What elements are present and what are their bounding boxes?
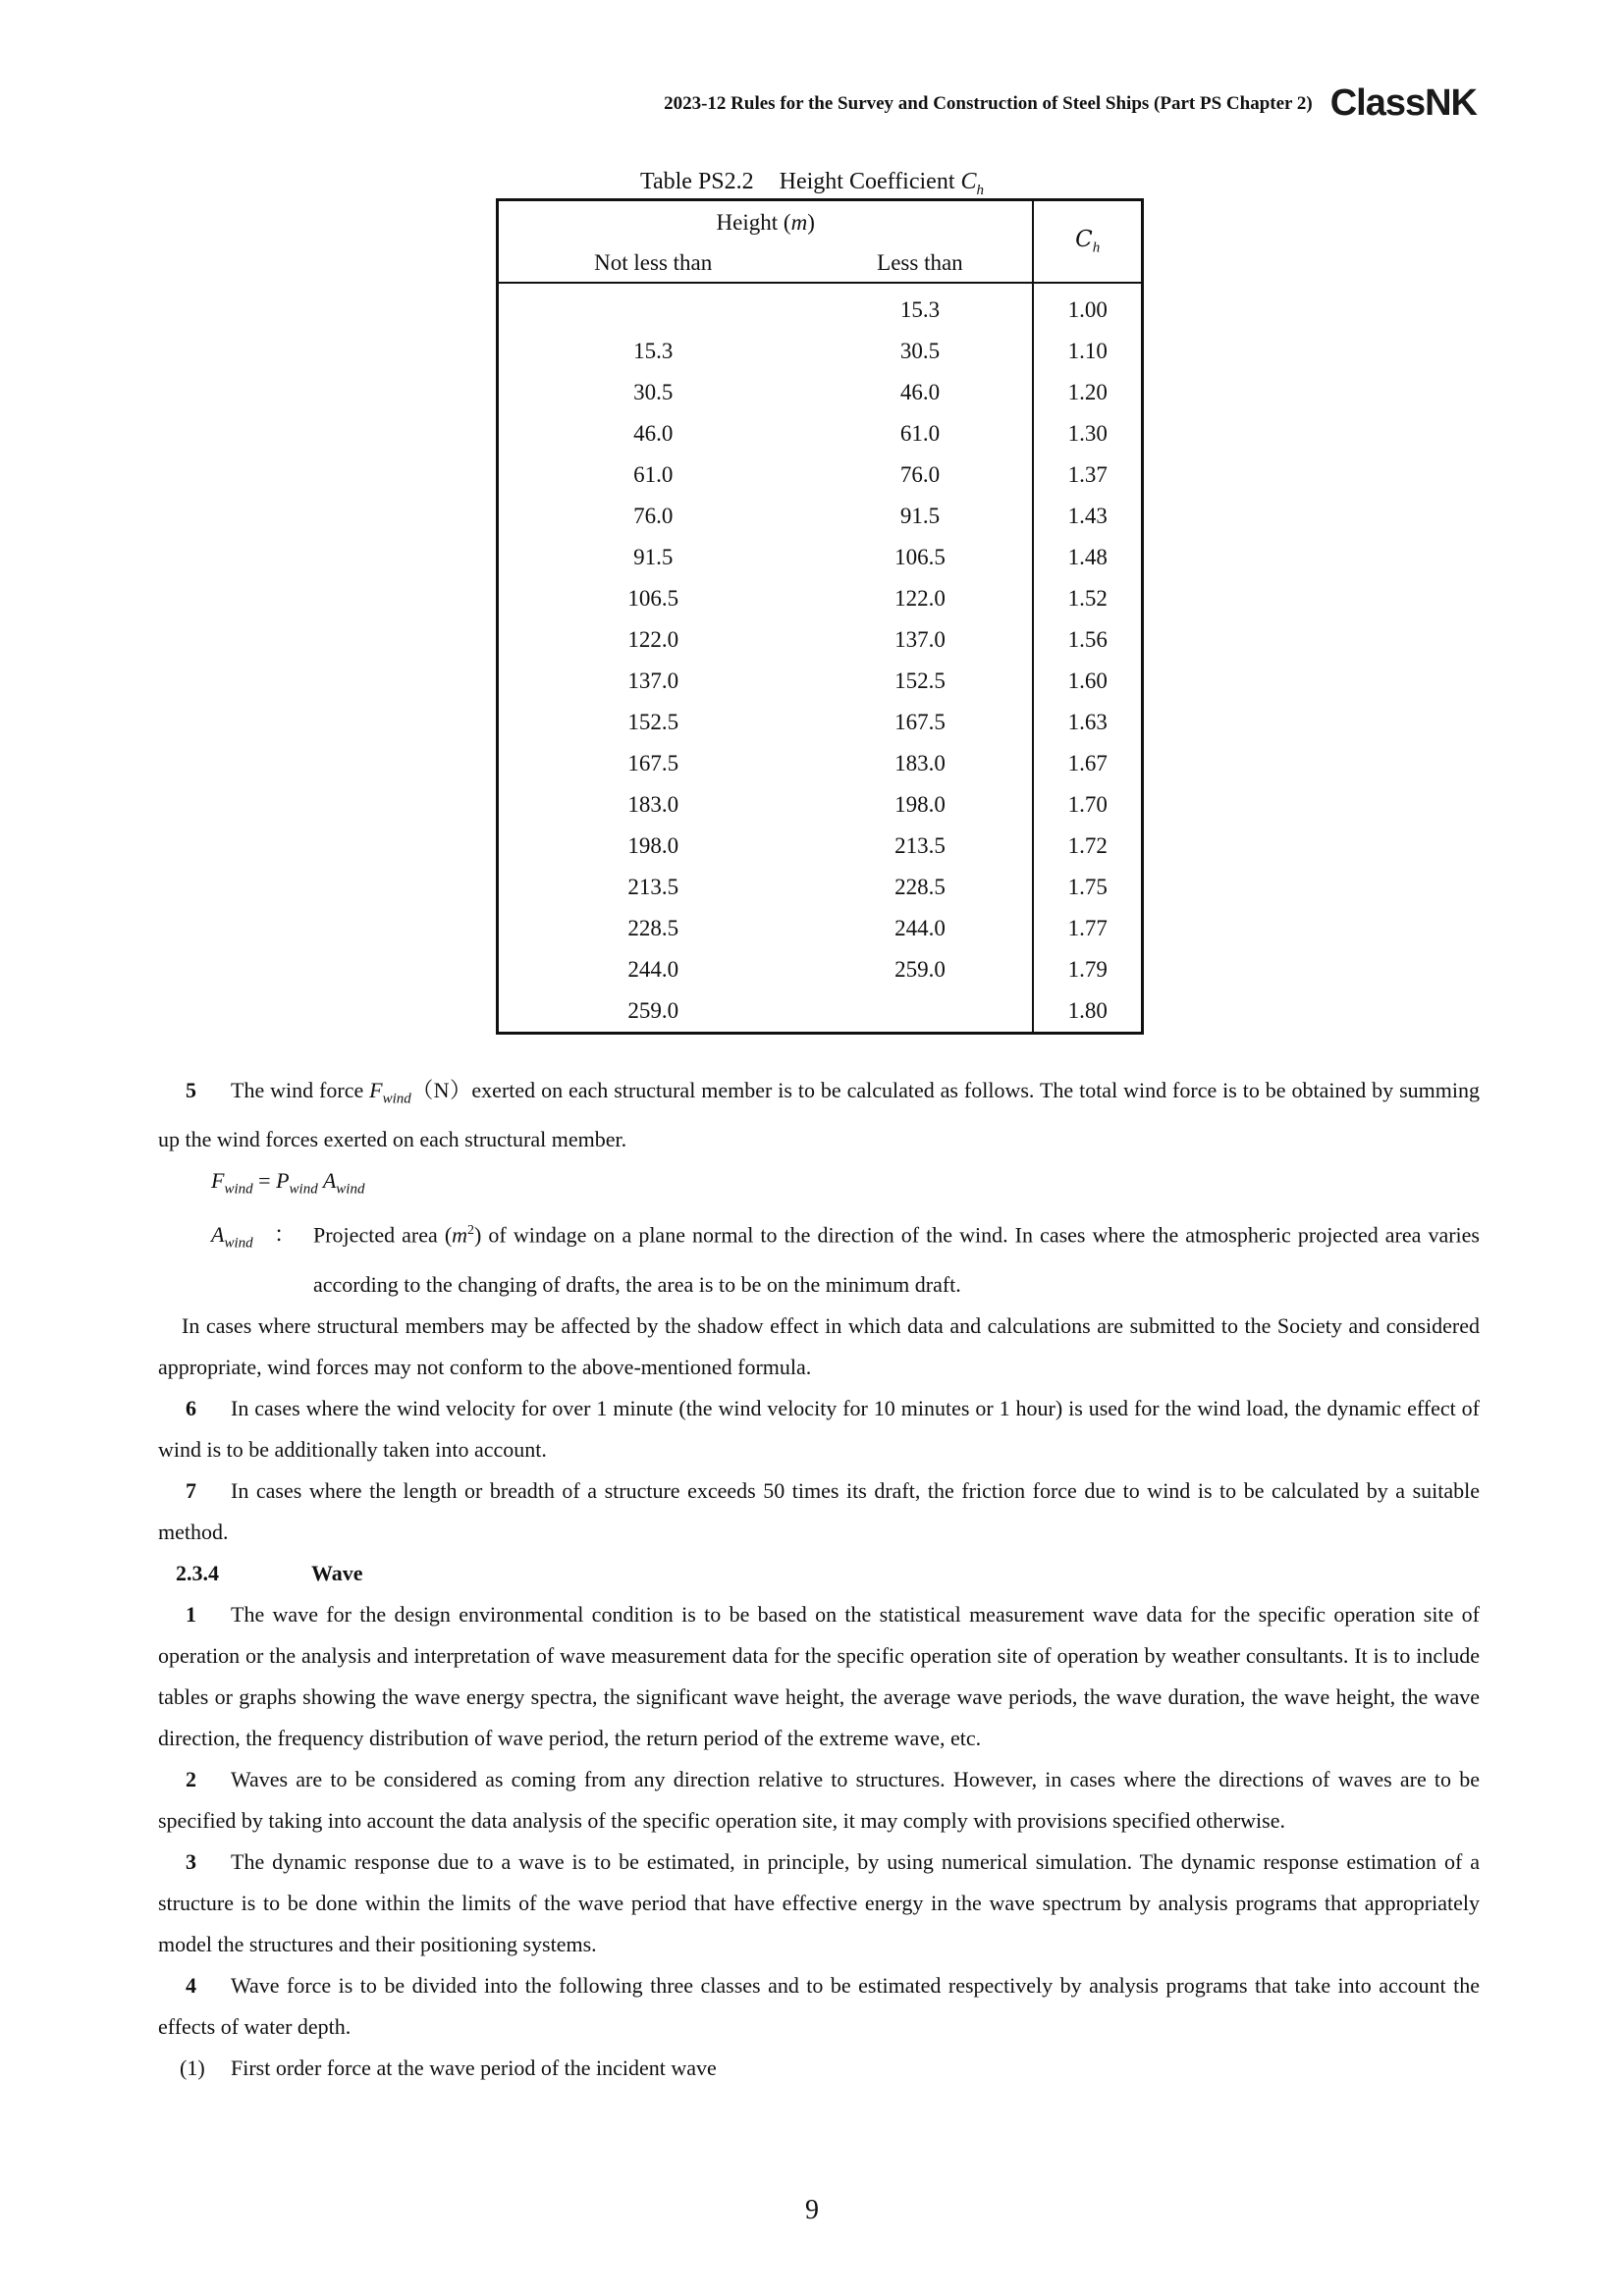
cell-ch: 1.79: [1033, 949, 1142, 990]
cell-ch: 1.56: [1033, 619, 1142, 661]
table-row: [498, 661, 1143, 702]
cell-not-less-than: 259.0: [627, 998, 679, 1023]
cell-not-less-than: 46.0: [633, 421, 674, 446]
running-header: [664, 82, 1477, 125]
cell-ch: 1.37: [1033, 454, 1142, 496]
cell-ch: 1.52: [1033, 578, 1142, 619]
cell-less-than: 61.0: [899, 421, 941, 446]
cell-ch: 1.10: [1033, 331, 1142, 372]
cell-ch: 1.20: [1033, 372, 1142, 413]
col-not-less-than: Not less than: [498, 244, 808, 283]
wave-paragraph-1: 1 The wave for the design environmental condition is to be based on the statistical measurement wave data for the specific operation site of operation or the analysis and interpretation of wave measurement data for the specific operation site of operation by weather consultants. It is to include tables or graphs showing the wave energy spectra, the significant wave height, the average wave periods, the wave duration, the wave height, the wave direction, the frequency distribution of wave period, the return period of the extreme wave, etc.: [158, 1601, 1480, 1750]
cell-not-less-than: 167.5: [627, 751, 679, 775]
col-less-than: Less than: [807, 244, 1033, 283]
cell-not-less-than: 122.0: [627, 627, 679, 652]
cell-ch: 1.43: [1033, 496, 1142, 537]
wind-force-formula: $F_{wind} = P_{wind}$ $A_{wind}$: [211, 1168, 365, 1198]
cell-less-than: 183.0: [894, 751, 946, 775]
running-title: 2023-12 Rules for the Survey and Construction of Steel Ships (Part PS Chapter 2): [664, 92, 1313, 114]
table-row: [498, 413, 1143, 454]
cell-ch: 1.63: [1033, 702, 1142, 743]
section-heading: 2.3.4 Wave: [176, 1560, 363, 1585]
cell-not-less-than: 183.0: [627, 792, 679, 817]
cell-less-than: 91.5: [899, 504, 941, 528]
cell-less-than: 198.0: [894, 792, 946, 817]
table-row: [498, 283, 1143, 331]
cell-ch: 1.80: [1033, 990, 1142, 1034]
cell-not-less-than: 228.5: [627, 916, 679, 940]
table-row: [498, 578, 1143, 619]
table-row: [498, 702, 1143, 743]
cell-ch: 1.77: [1033, 908, 1142, 949]
cell-less-than: 167.5: [894, 710, 946, 734]
cell-less-than: 30.5: [899, 339, 941, 363]
cell-less-than: [807, 990, 1033, 1034]
wave-paragraph-4: 4 Wave force is to be divided into the following three classes and to be estimated respectively by analysis programs that take into account the effects of water depth.: [158, 1972, 1480, 2039]
table-row: [498, 990, 1143, 1034]
table-row: [498, 496, 1143, 537]
cell-less-than: 228.5: [894, 875, 946, 899]
cell-not-less-than: 106.5: [627, 586, 679, 611]
cell-less-than: 76.0: [899, 462, 941, 487]
cell-not-less-than: 137.0: [627, 668, 679, 693]
cell-less-than: 213.5: [894, 833, 946, 858]
table-title-text: Height Coefficient: [779, 169, 961, 194]
table-row: [498, 949, 1143, 990]
cell-ch: 1.00: [1033, 283, 1142, 331]
table-row: [498, 743, 1143, 784]
cell-less-than: 137.0: [894, 627, 946, 652]
cell-less-than: 244.0: [894, 916, 946, 940]
cell-ch: 1.48: [1033, 537, 1142, 578]
cell-not-less-than: 15.3: [633, 339, 674, 363]
table-row: [498, 331, 1143, 372]
wave-paragraph-3: 3 The dynamic response due to a wave is to be estimated, in principle, by using numerical simulation. The dynamic response estimation of a structure is to be done within the limits of the wave period that have effective energy in the wave spectrum by analysis programs that appropriately model the structures and their positioning systems.: [158, 1848, 1480, 1956]
table-row: [498, 784, 1143, 826]
table-row: [498, 454, 1143, 496]
table-caption: Table PS2.2 Height Coefficient $C_h$: [639, 169, 984, 198]
table-row: [498, 619, 1143, 661]
cell-not-less-than: 152.5: [627, 710, 679, 734]
cell-less-than: 106.5: [894, 545, 946, 569]
page-number: 9: [805, 2195, 819, 2225]
cell-not-less-than: 76.0: [633, 504, 674, 528]
cell-less-than: 15.3: [899, 297, 941, 322]
awind-definition: $A_{wind}$ ： Projected area $(m^2)$ of windage on a plane normal to the direction of the wind. In cases where the atmospheric projected area varies according to the changing of drafts, the area is to be on the minimum draft.: [211, 1222, 1480, 1297]
cell-less-than: 46.0: [899, 380, 941, 404]
cell-ch: 1.60: [1033, 661, 1142, 702]
paragraph-7: 7 In cases where the length or breadth of a structure exceeds 50 times its draft, the friction force due to wind is to be calculated by a suitable method.: [158, 1477, 1480, 1544]
cell-ch: 1.75: [1033, 867, 1142, 908]
cell-not-less-than: 198.0: [627, 833, 679, 858]
body-text: [158, 1070, 1480, 2089]
list-item-1: (1) First order force at the wave period of the incident wave: [180, 2055, 717, 2080]
cell-ch: 1.70: [1033, 784, 1142, 826]
cell-ch: 1.72: [1033, 826, 1142, 867]
cell-not-less-than: 213.5: [627, 875, 679, 899]
table-row: [498, 867, 1143, 908]
table-label: Table PS2.2: [639, 169, 754, 194]
cell-not-less-than: 61.0: [633, 462, 674, 487]
table-row: [498, 537, 1143, 578]
cell-less-than: 259.0: [894, 957, 946, 982]
cell-not-less-than: 30.5: [633, 380, 674, 404]
table-row: [498, 826, 1143, 867]
ch-column-header: $C_h$: [1033, 200, 1142, 284]
cell-ch: 1.67: [1033, 743, 1142, 784]
cell-not-less-than: 91.5: [633, 545, 674, 569]
height-column-group: Height (m): [716, 210, 815, 235]
table-row: [498, 372, 1143, 413]
classnk-logo: ClassNK: [1329, 82, 1477, 124]
cell-less-than: 152.5: [894, 668, 946, 693]
cell-not-less-than: 244.0: [627, 957, 679, 982]
paragraph-shadow-effect: In cases where structural members may be affected by the shadow effect in which data and calculations are submitted to the Society and considered appropriate, wind forces may not conform to the above-mentioned formula.: [158, 1312, 1480, 1379]
cell-less-than: 122.0: [894, 586, 946, 611]
wave-paragraph-2: 2 Waves are to be considered as coming from any direction relative to structures. However, in cases where the directions of waves are to be specified by taking into account the data analysis of the specific operation site, it may comply with provisions specified otherwise.: [158, 1766, 1480, 1833]
paragraph-6: 6 In cases where the wind velocity for over 1 minute (the wind velocity for 10 minutes or 1 hour) is used for the wind load, the dynamic effect of wind is to be additionally taken into account.: [158, 1395, 1480, 1462]
table-row: [498, 908, 1143, 949]
paragraph-5: 5 The wind force $F_{wind}(N)exerted$ on each structural member is to be calculated as follows. The total wind force is to be obtained by summing up the wind forces exerted on each structural member.: [158, 1078, 1480, 1152]
cell-not-less-than: [498, 283, 808, 331]
height-coefficient-table: [496, 198, 1144, 1035]
cell-ch: 1.30: [1033, 413, 1142, 454]
